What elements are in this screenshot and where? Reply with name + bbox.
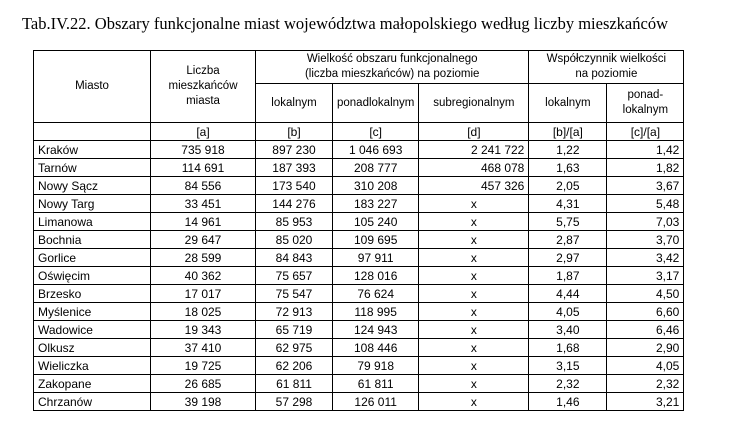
subregional-area-cell: x <box>419 213 529 231</box>
coef-supralocal-cell: 3,70 <box>607 231 684 249</box>
city-cell: Nowy Sącz <box>34 177 151 195</box>
population-cell: 33 451 <box>151 195 256 213</box>
header-coef-supralocal-line-1: ponad- <box>627 89 664 101</box>
header-area-group <box>256 51 529 84</box>
table-row <box>34 267 684 285</box>
local-area-cell: 144 276 <box>256 195 333 213</box>
local-area-cell: 75 547 <box>256 285 333 303</box>
coef-local-cell: 1,68 <box>529 339 607 357</box>
local-area-cell: 61 811 <box>256 375 333 393</box>
table-row <box>34 357 684 375</box>
local-area-cell: 85 020 <box>256 231 333 249</box>
population-cell: 26 685 <box>151 375 256 393</box>
supralocal-area-cell: 105 240 <box>333 213 419 231</box>
supralocal-area-cell: 183 227 <box>333 195 419 213</box>
subregional-area-cell: x <box>419 195 529 213</box>
header-coef-supralocal-line-2: lokalnym <box>622 104 669 116</box>
header-area-group-line-2: (liczba mieszkańców) na poziomie <box>304 68 480 80</box>
coef-local-cell: 2,05 <box>529 177 607 195</box>
table-row <box>34 159 684 177</box>
coef-supralocal-cell: 3,17 <box>607 267 684 285</box>
coef-local-cell: 1,46 <box>529 393 607 411</box>
local-area-cell: 57 298 <box>256 393 333 411</box>
table-row <box>34 375 684 393</box>
subregional-area-cell: x <box>419 375 529 393</box>
population-cell: 17 017 <box>151 285 256 303</box>
coef-supralocal-cell: 4,05 <box>607 357 684 375</box>
coef-local-cell: 4,44 <box>529 285 607 303</box>
local-area-cell: 85 953 <box>256 213 333 231</box>
coef-supralocal-cell: 2,32 <box>607 375 684 393</box>
subregional-area-cell: x <box>419 303 529 321</box>
table-row <box>34 249 684 267</box>
population-cell: 37 410 <box>151 339 256 357</box>
header-coef-group-line-1: Współczynnik wielkości <box>546 53 667 65</box>
city-cell: Gorlice <box>34 249 151 267</box>
header-coef-group-line-2: na poziomie <box>575 68 638 80</box>
local-area-cell: 75 657 <box>256 267 333 285</box>
header-area-group-line-1: Wielkość obszaru funkcjonalnego <box>306 53 478 65</box>
table-body <box>34 141 684 411</box>
local-area-cell: 187 393 <box>256 159 333 177</box>
coef-supralocal-cell: 6,46 <box>607 321 684 339</box>
city-cell: Limanowa <box>34 213 151 231</box>
coef-supralocal-cell: 7,03 <box>607 213 684 231</box>
supralocal-area-cell: 76 624 <box>333 285 419 303</box>
population-cell: 84 556 <box>151 177 256 195</box>
local-area-cell: 62 206 <box>256 357 333 375</box>
city-cell: Wadowice <box>34 321 151 339</box>
header-population-line-3: miasta <box>186 95 220 107</box>
supralocal-area-cell: 118 995 <box>333 303 419 321</box>
table-row <box>34 285 684 303</box>
coef-supralocal-cell: 4,50 <box>607 285 684 303</box>
local-area-cell: 72 913 <box>256 303 333 321</box>
subregional-area-cell: x <box>419 357 529 375</box>
city-cell: Zakopane <box>34 375 151 393</box>
supralocal-area-cell: 208 777 <box>333 159 419 177</box>
table-row <box>34 339 684 357</box>
coef-local-cell: 3,15 <box>529 357 607 375</box>
coef-local-cell: 4,31 <box>529 195 607 213</box>
code-cell: [b] <box>256 123 333 141</box>
table-row <box>34 303 684 321</box>
functional-areas-table <box>33 50 684 411</box>
header-local: lokalnym <box>256 84 333 123</box>
table-row <box>34 141 684 159</box>
coef-local-cell: 4,05 <box>529 303 607 321</box>
code-cell: [c] <box>333 123 419 141</box>
coef-supralocal-cell: 3,42 <box>607 249 684 267</box>
population-cell: 39 198 <box>151 393 256 411</box>
subregional-area-cell: 2 241 722 <box>419 141 529 159</box>
population-cell: 735 918 <box>151 141 256 159</box>
code-cell: [a] <box>151 123 256 141</box>
coef-supralocal-cell: 1,82 <box>607 159 684 177</box>
supralocal-area-cell: 126 011 <box>333 393 419 411</box>
table-row <box>34 393 684 411</box>
code-cell: [d] <box>419 123 529 141</box>
coef-supralocal-cell: 6,60 <box>607 303 684 321</box>
coef-supralocal-cell: 5,48 <box>607 195 684 213</box>
table-row <box>34 177 684 195</box>
local-area-cell: 62 975 <box>256 339 333 357</box>
city-cell: Bochnia <box>34 231 151 249</box>
population-cell: 29 647 <box>151 231 256 249</box>
population-cell: 14 961 <box>151 213 256 231</box>
coef-local-cell: 2,87 <box>529 231 607 249</box>
coef-local-cell: 2,32 <box>529 375 607 393</box>
population-cell: 40 362 <box>151 267 256 285</box>
city-cell: Myślenice <box>34 303 151 321</box>
coef-supralocal-cell: 1,42 <box>607 141 684 159</box>
subregional-area-cell: x <box>419 267 529 285</box>
supralocal-area-cell: 108 446 <box>333 339 419 357</box>
supralocal-area-cell: 109 695 <box>333 231 419 249</box>
header-population-line-1: Liczba <box>186 65 220 77</box>
subregional-area-cell: 468 078 <box>419 159 529 177</box>
code-cell-empty <box>34 123 151 141</box>
header-coef-group <box>529 51 684 84</box>
local-area-cell: 65 719 <box>256 321 333 339</box>
header-population-line-2: mieszkańców <box>168 80 238 92</box>
city-cell: Nowy Targ <box>34 195 151 213</box>
city-cell: Brzesko <box>34 285 151 303</box>
subregional-area-cell: x <box>419 393 529 411</box>
subregional-area-cell: x <box>419 339 529 357</box>
subregional-area-cell: x <box>419 285 529 303</box>
table-row <box>34 321 684 339</box>
supralocal-area-cell: 97 911 <box>333 249 419 267</box>
header-population <box>151 51 256 123</box>
supralocal-area-cell: 128 016 <box>333 267 419 285</box>
supralocal-area-cell: 124 943 <box>333 321 419 339</box>
coef-supralocal-cell: 3,21 <box>607 393 684 411</box>
coef-local-cell: 1,63 <box>529 159 607 177</box>
coef-local-cell: 2,97 <box>529 249 607 267</box>
local-area-cell: 84 843 <box>256 249 333 267</box>
header-city: Miasto <box>34 51 151 123</box>
supralocal-area-cell: 310 208 <box>333 177 419 195</box>
coef-local-cell: 1,87 <box>529 267 607 285</box>
table-row <box>34 195 684 213</box>
table-row <box>34 231 684 249</box>
subregional-area-cell: 457 326 <box>419 177 529 195</box>
table-title: Tab.IV.22. Obszary funkcjonalne miast województwa małopolskiego według liczby mieszkańców <box>22 14 668 33</box>
city-cell: Kraków <box>34 141 151 159</box>
header-supralocal: ponadlokalnym <box>333 84 419 123</box>
coef-supralocal-cell: 2,90 <box>607 339 684 357</box>
supralocal-area-cell: 1 046 693 <box>333 141 419 159</box>
supralocal-area-cell: 61 811 <box>333 375 419 393</box>
subregional-area-cell: x <box>419 231 529 249</box>
subregional-area-cell: x <box>419 249 529 267</box>
population-cell: 28 599 <box>151 249 256 267</box>
local-area-cell: 897 230 <box>256 141 333 159</box>
coef-local-cell: 5,75 <box>529 213 607 231</box>
coef-local-cell: 1,22 <box>529 141 607 159</box>
supralocal-area-cell: 79 918 <box>333 357 419 375</box>
header-coef-supralocal <box>607 84 684 123</box>
population-cell: 114 691 <box>151 159 256 177</box>
city-cell: Olkusz <box>34 339 151 357</box>
code-cell: [c]/[a] <box>607 123 684 141</box>
city-cell: Chrzanów <box>34 393 151 411</box>
city-cell: Oświęcim <box>34 267 151 285</box>
coef-supralocal-cell: 3,67 <box>607 177 684 195</box>
population-cell: 19 343 <box>151 321 256 339</box>
header-coef-local: lokalnym <box>529 84 607 123</box>
population-cell: 18 025 <box>151 303 256 321</box>
code-cell: [b]/[a] <box>529 123 607 141</box>
local-area-cell: 173 540 <box>256 177 333 195</box>
city-cell: Tarnów <box>34 159 151 177</box>
population-cell: 19 725 <box>151 357 256 375</box>
subregional-area-cell: x <box>419 321 529 339</box>
header-subregional: subregionalnym <box>419 84 529 123</box>
coef-local-cell: 3,40 <box>529 321 607 339</box>
city-cell: Wieliczka <box>34 357 151 375</box>
table-row <box>34 213 684 231</box>
